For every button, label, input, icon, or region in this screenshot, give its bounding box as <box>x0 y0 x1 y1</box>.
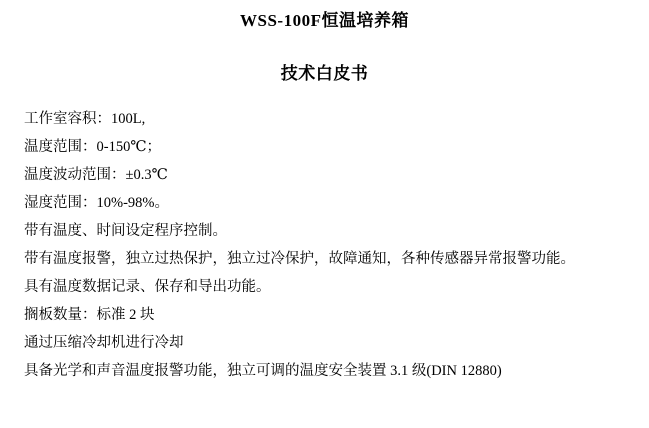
page-subtitle: 技术白皮书 <box>280 64 369 83</box>
body-paragraph: 搁板数量：标准 2 块 <box>24 307 155 323</box>
body-paragraph: 通过压缩冷却机进行冷却 <box>24 335 184 351</box>
body-paragraph: 带有温度报警，独立过热保护，独立过冷保护，故障通知，各种传感器异常报警功能。 <box>24 251 575 267</box>
page-title: WSS-100F恒温培养箱 <box>240 11 409 30</box>
body-paragraph: 具有温度数据记录、保存和导出功能。 <box>24 279 271 295</box>
document-page <box>0 9 649 428</box>
body-paragraph: 湿度范围：10%-98%。 <box>24 195 169 211</box>
document-body <box>0 105 649 385</box>
body-paragraph: 具备光学和声音温度报警功能，独立可调的温度安全装置 3.1 级(DIN 12880) <box>24 363 502 379</box>
body-paragraph: 温度波动范围：±0.3℃ <box>24 167 168 183</box>
body-paragraph: 温度范围：0-150℃； <box>24 139 162 155</box>
body-paragraph: 工作室容积：100L, <box>24 111 146 127</box>
body-paragraph: 带有温度、时间设定程序控制。 <box>24 223 227 239</box>
